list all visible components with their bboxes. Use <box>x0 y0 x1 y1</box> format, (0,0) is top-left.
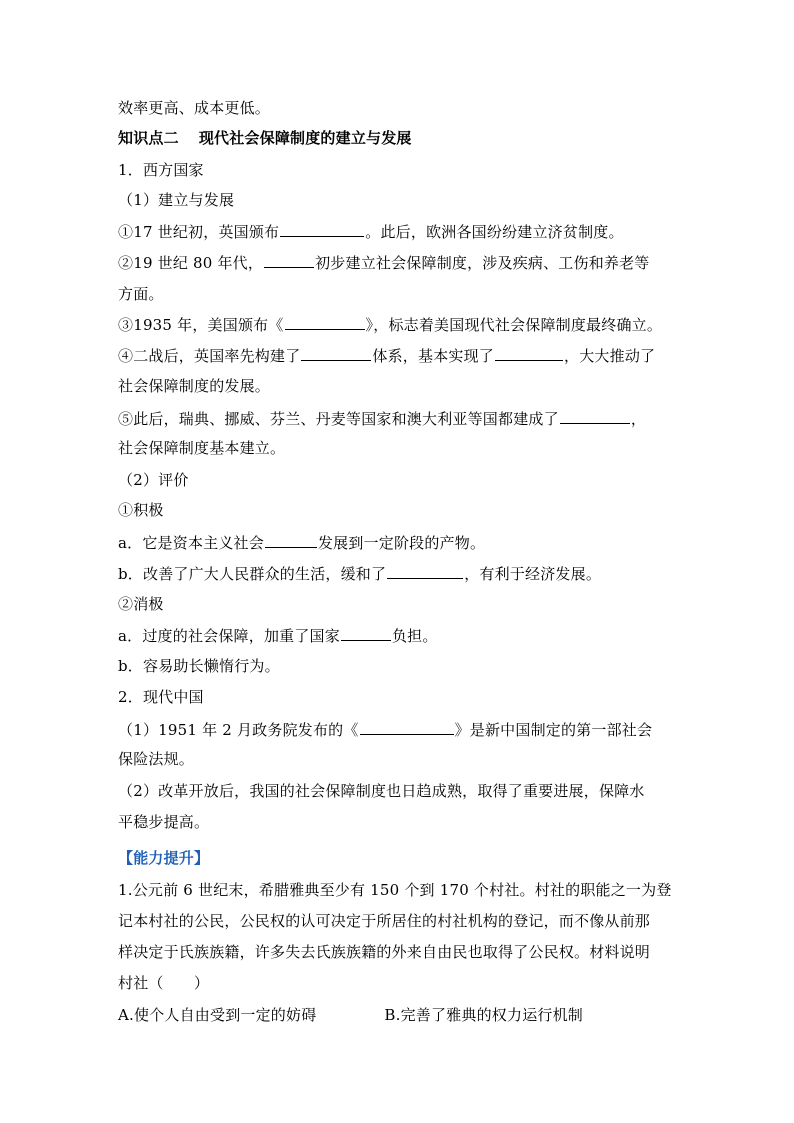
text: b．改善了广大人民群众的生活，缓和了 <box>118 565 387 583</box>
text-line <box>118 284 164 304</box>
text: 2．现代中国 <box>118 688 204 706</box>
text: 效率更高、成本更低。 <box>118 99 271 117</box>
text: 村社（ ） <box>118 974 210 992</box>
fill-in-line <box>118 345 655 366</box>
text: 样决定于氏族族籍，许多失去氏族族籍的外来自由民也取得了公民权。材料说明 <box>118 943 651 961</box>
fill-in-line <box>118 563 601 584</box>
text-line <box>118 656 280 676</box>
question-text <box>118 942 650 962</box>
text: 记本村社的公民，公民权的认可决定于所居住的村社机构的登记，而不像从前那 <box>118 912 651 930</box>
fill-in-line <box>118 532 485 553</box>
answer-blank[interactable] <box>264 252 314 268</box>
text-line <box>118 749 194 769</box>
text: （2）改革开放后，我国的社会保障制度也日趋成熟，取得了重要进展，保障水 <box>118 782 645 800</box>
text: 体系，基本实现了 <box>372 347 495 365</box>
text-line <box>118 438 285 458</box>
text-line <box>118 376 270 396</box>
subsection-title <box>118 687 204 707</box>
section-heading <box>118 128 412 148</box>
text: 1.公元前 6 世纪末，希腊雅典至少有 150 个到 170 个村社。村社的职能之一为登 <box>118 881 672 899</box>
text-line <box>118 781 645 801</box>
text: （2）评价 <box>118 471 189 489</box>
text-line <box>118 812 209 832</box>
text: ②消极 <box>118 595 164 613</box>
answer-blank[interactable] <box>285 314 365 330</box>
subsection-title <box>118 160 204 180</box>
text: a．过度的社会保障，加重了国家 <box>118 627 340 645</box>
text-line <box>118 98 270 118</box>
answer-blank[interactable] <box>495 345 563 361</box>
fill-in-line <box>118 719 652 740</box>
option-a[interactable]: A.使个人自由受到一定的妨碍 <box>118 1006 317 1024</box>
text: ，大大推动了 <box>564 347 656 365</box>
fill-in-line <box>118 252 650 273</box>
answer-blank[interactable] <box>387 563 463 579</box>
text: a．它是资本主义社会 <box>118 534 264 552</box>
option-b[interactable]: B.完善了雅典的权力运行机制 <box>384 1006 583 1024</box>
subsection-title <box>118 500 164 520</box>
text: ⑤此后，瑞典、挪威、芬兰、丹麦等国家和澳大利亚等国都建成了 <box>118 410 559 428</box>
fill-in-line <box>118 625 438 646</box>
answer-options <box>118 1005 583 1025</box>
text: 社会保障制度基本建立。 <box>118 439 286 457</box>
text: 初步建立社会保障制度，涉及疾病、工伤和养老等 <box>315 254 650 272</box>
text: （1）1951 年 2 月政务院发布的《 <box>118 721 359 739</box>
subsection-title <box>118 470 189 490</box>
text: b．容易助长懒惰行为。 <box>118 657 280 675</box>
answer-blank[interactable] <box>301 345 371 361</box>
text: 》，标志着美国现代社会保障制度最终确立。 <box>365 316 663 334</box>
text: 》是新中国制定的第一部社会 <box>454 721 653 739</box>
answer-blank[interactable] <box>360 719 454 735</box>
text: ①17 世纪初，英国颁布 <box>118 223 280 241</box>
question-text <box>118 911 650 931</box>
answer-blank[interactable] <box>265 532 317 548</box>
fill-in-line <box>118 314 662 335</box>
text: 发展到一定阶段的产物。 <box>317 534 486 552</box>
answer-blank[interactable] <box>560 408 630 424</box>
text: 平稳步提高。 <box>118 813 210 831</box>
text: 方面。 <box>118 285 164 303</box>
fill-in-line <box>118 408 646 429</box>
heading-label: 知识点二 <box>118 129 179 147</box>
answer-blank[interactable] <box>280 221 364 237</box>
text: ①积极 <box>118 501 164 519</box>
text: 社会保障制度的发展。 <box>118 377 271 395</box>
subsection-title <box>118 190 234 210</box>
text: ， <box>630 410 647 428</box>
text: ，有利于经济发展。 <box>464 565 602 583</box>
question-text <box>118 973 209 993</box>
fill-in-line <box>118 221 624 242</box>
answer-blank[interactable] <box>341 625 391 641</box>
text: ③1935 年，美国颁布《 <box>118 316 284 334</box>
heading-title: 【能力提升】 <box>118 849 210 867</box>
subsection-title <box>118 594 164 614</box>
heading-title: 现代社会保障制度的建立与发展 <box>198 129 412 147</box>
question-text <box>118 880 672 900</box>
text: 保险法规。 <box>118 750 195 768</box>
text: 负担。 <box>391 627 438 645</box>
text: ④二战后，英国率先构建了 <box>118 347 301 365</box>
text: 1．西方国家 <box>118 161 204 179</box>
text: ②19 世纪 80 年代， <box>118 254 264 272</box>
text: 。此后，欧洲各国纷纷建立济贫制度。 <box>365 223 624 241</box>
section-heading-ability <box>118 848 209 868</box>
text: （1）建立与发展 <box>118 191 235 209</box>
